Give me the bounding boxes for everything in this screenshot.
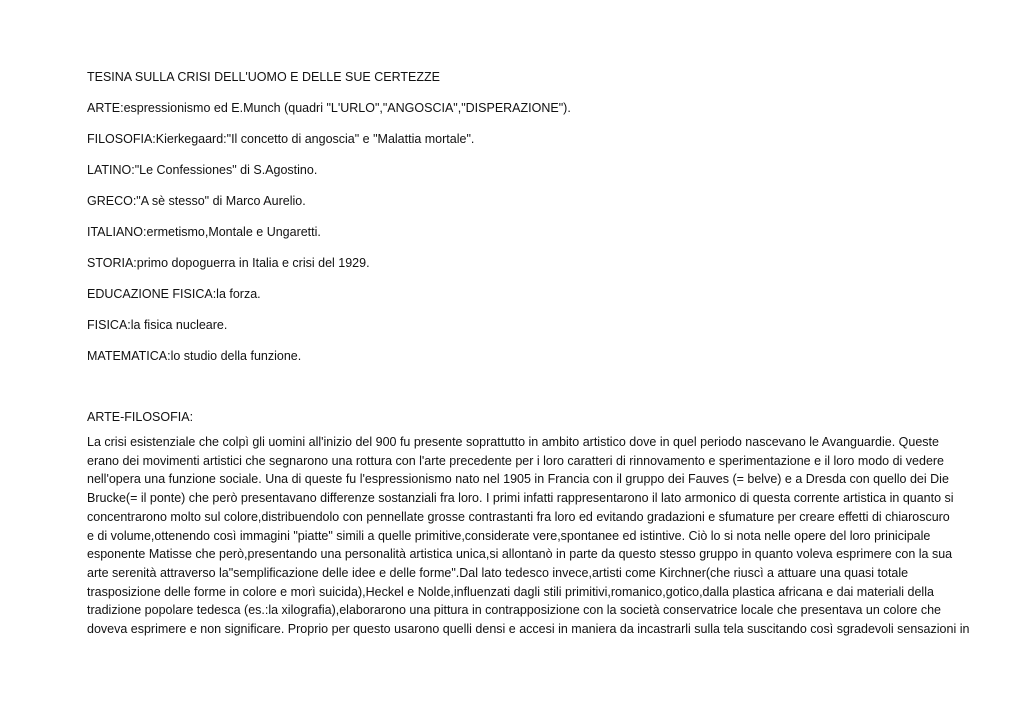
subject-latino: LATINO:"Le Confessiones" di S.Agostino.: [87, 163, 318, 177]
subject-educazione-fisica: EDUCAZIONE FISICA:la forza.: [87, 287, 261, 301]
document-title: TESINA SULLA CRISI DELL'UOMO E DELLE SUE CERTEZZE: [87, 70, 440, 84]
paragraph-line: Brucke(= il ponte) che però presentavano differenze sostanziali fra loro. I primi infatti rappresentarono il lato armonico di questa corrente artistica in quanto si: [87, 491, 954, 506]
paragraph-line: arte serenità attraverso la"semplificazione delle idee e delle forme".Dal lato tedesco invece,artisti come Kirchner(che riuscì a attuare una quasi totale: [87, 565, 909, 580]
paragraph-line: La crisi esistenziale che colpì gli uomini all'inizio del 900 fu presente soprattutto in ambito artistico dove in quel periodo nascevano le Avanguardie. Queste: [87, 435, 939, 449]
paragraph-line: tradizione popolare tedesca (es.:la xilografia),elaborarono una pittura in contrapposizione con la società conservatrice locale che presentava un colore che: [87, 603, 941, 618]
subject-matematica: MATEMATICA:lo studio della funzione.: [87, 349, 302, 363]
subject-arte: ARTE:espressionismo ed E.Munch (quadri "L'URLO","ANGOSCIA","DISPERAZIONE").: [87, 101, 571, 115]
paragraph-line: nell'opera una funzione sociale. Una di queste fu l'espressionismo nato nel 1905 in Francia con il gruppo dei Fauves (= belve) e a Dresda con quello dei Die: [87, 472, 949, 487]
paragraph-line: concentrarono molto sul colore,distribuendolo con pennellate grosse contrastanti fra loro ed evitando gradazioni e sfumature per creare effetti di chiaroscuro: [87, 509, 950, 524]
document-page: [87, 66, 970, 639]
paragraph-line: esponente Matisse che però,presentando una personalità artistica unica,si allontanò in parte da questo stesso gruppo in quanto voleva esprimere con la sua: [87, 547, 953, 562]
section-heading: ARTE-FILOSOFIA:: [87, 410, 194, 424]
paragraph-line: e di volume,ottenendo così immagini "piatte" simili a quelle primitive,considerate vere,spontanee ed istintive. Ciò lo si nota nelle opere del loro prinicipale: [87, 528, 931, 543]
paragraph-line: erano dei movimenti artistici che segnarono una rottura con l'arte precedente per i loro caratteri di rinnovamento e sperimentazione e il loro modo di vedere: [87, 453, 945, 468]
body-paragraph: [87, 433, 970, 639]
subject-storia: STORIA:primo dopoguerra in Italia e crisi del 1929.: [87, 256, 370, 270]
subject-filosofia: FILOSOFIA:Kierkegaard:"Il concetto di angoscia" e "Malattia mortale".: [87, 132, 475, 146]
subject-greco: GRECO:"A sè stesso" di Marco Aurelio.: [87, 194, 306, 208]
subject-italiano: ITALIANO:ermetismo,Montale e Ungaretti.: [87, 225, 321, 239]
subject-fisica: FISICA:la fisica nucleare.: [87, 318, 228, 332]
subject-list: [87, 97, 951, 376]
paragraph-line: trasposizione delle forme in colore e morì suicida),Heckel e Nolde,influenzati dagli stili primitivi,romanico,gotico,dalla plastica africana e dai materiali della: [87, 584, 934, 599]
paragraph-line: doveva esprimere e non significare. Proprio per questo usarono quelli densi e accesi in maniera da incastrarli sulla tela suscitando così sgradevoli sensazioni in: [87, 622, 970, 637]
